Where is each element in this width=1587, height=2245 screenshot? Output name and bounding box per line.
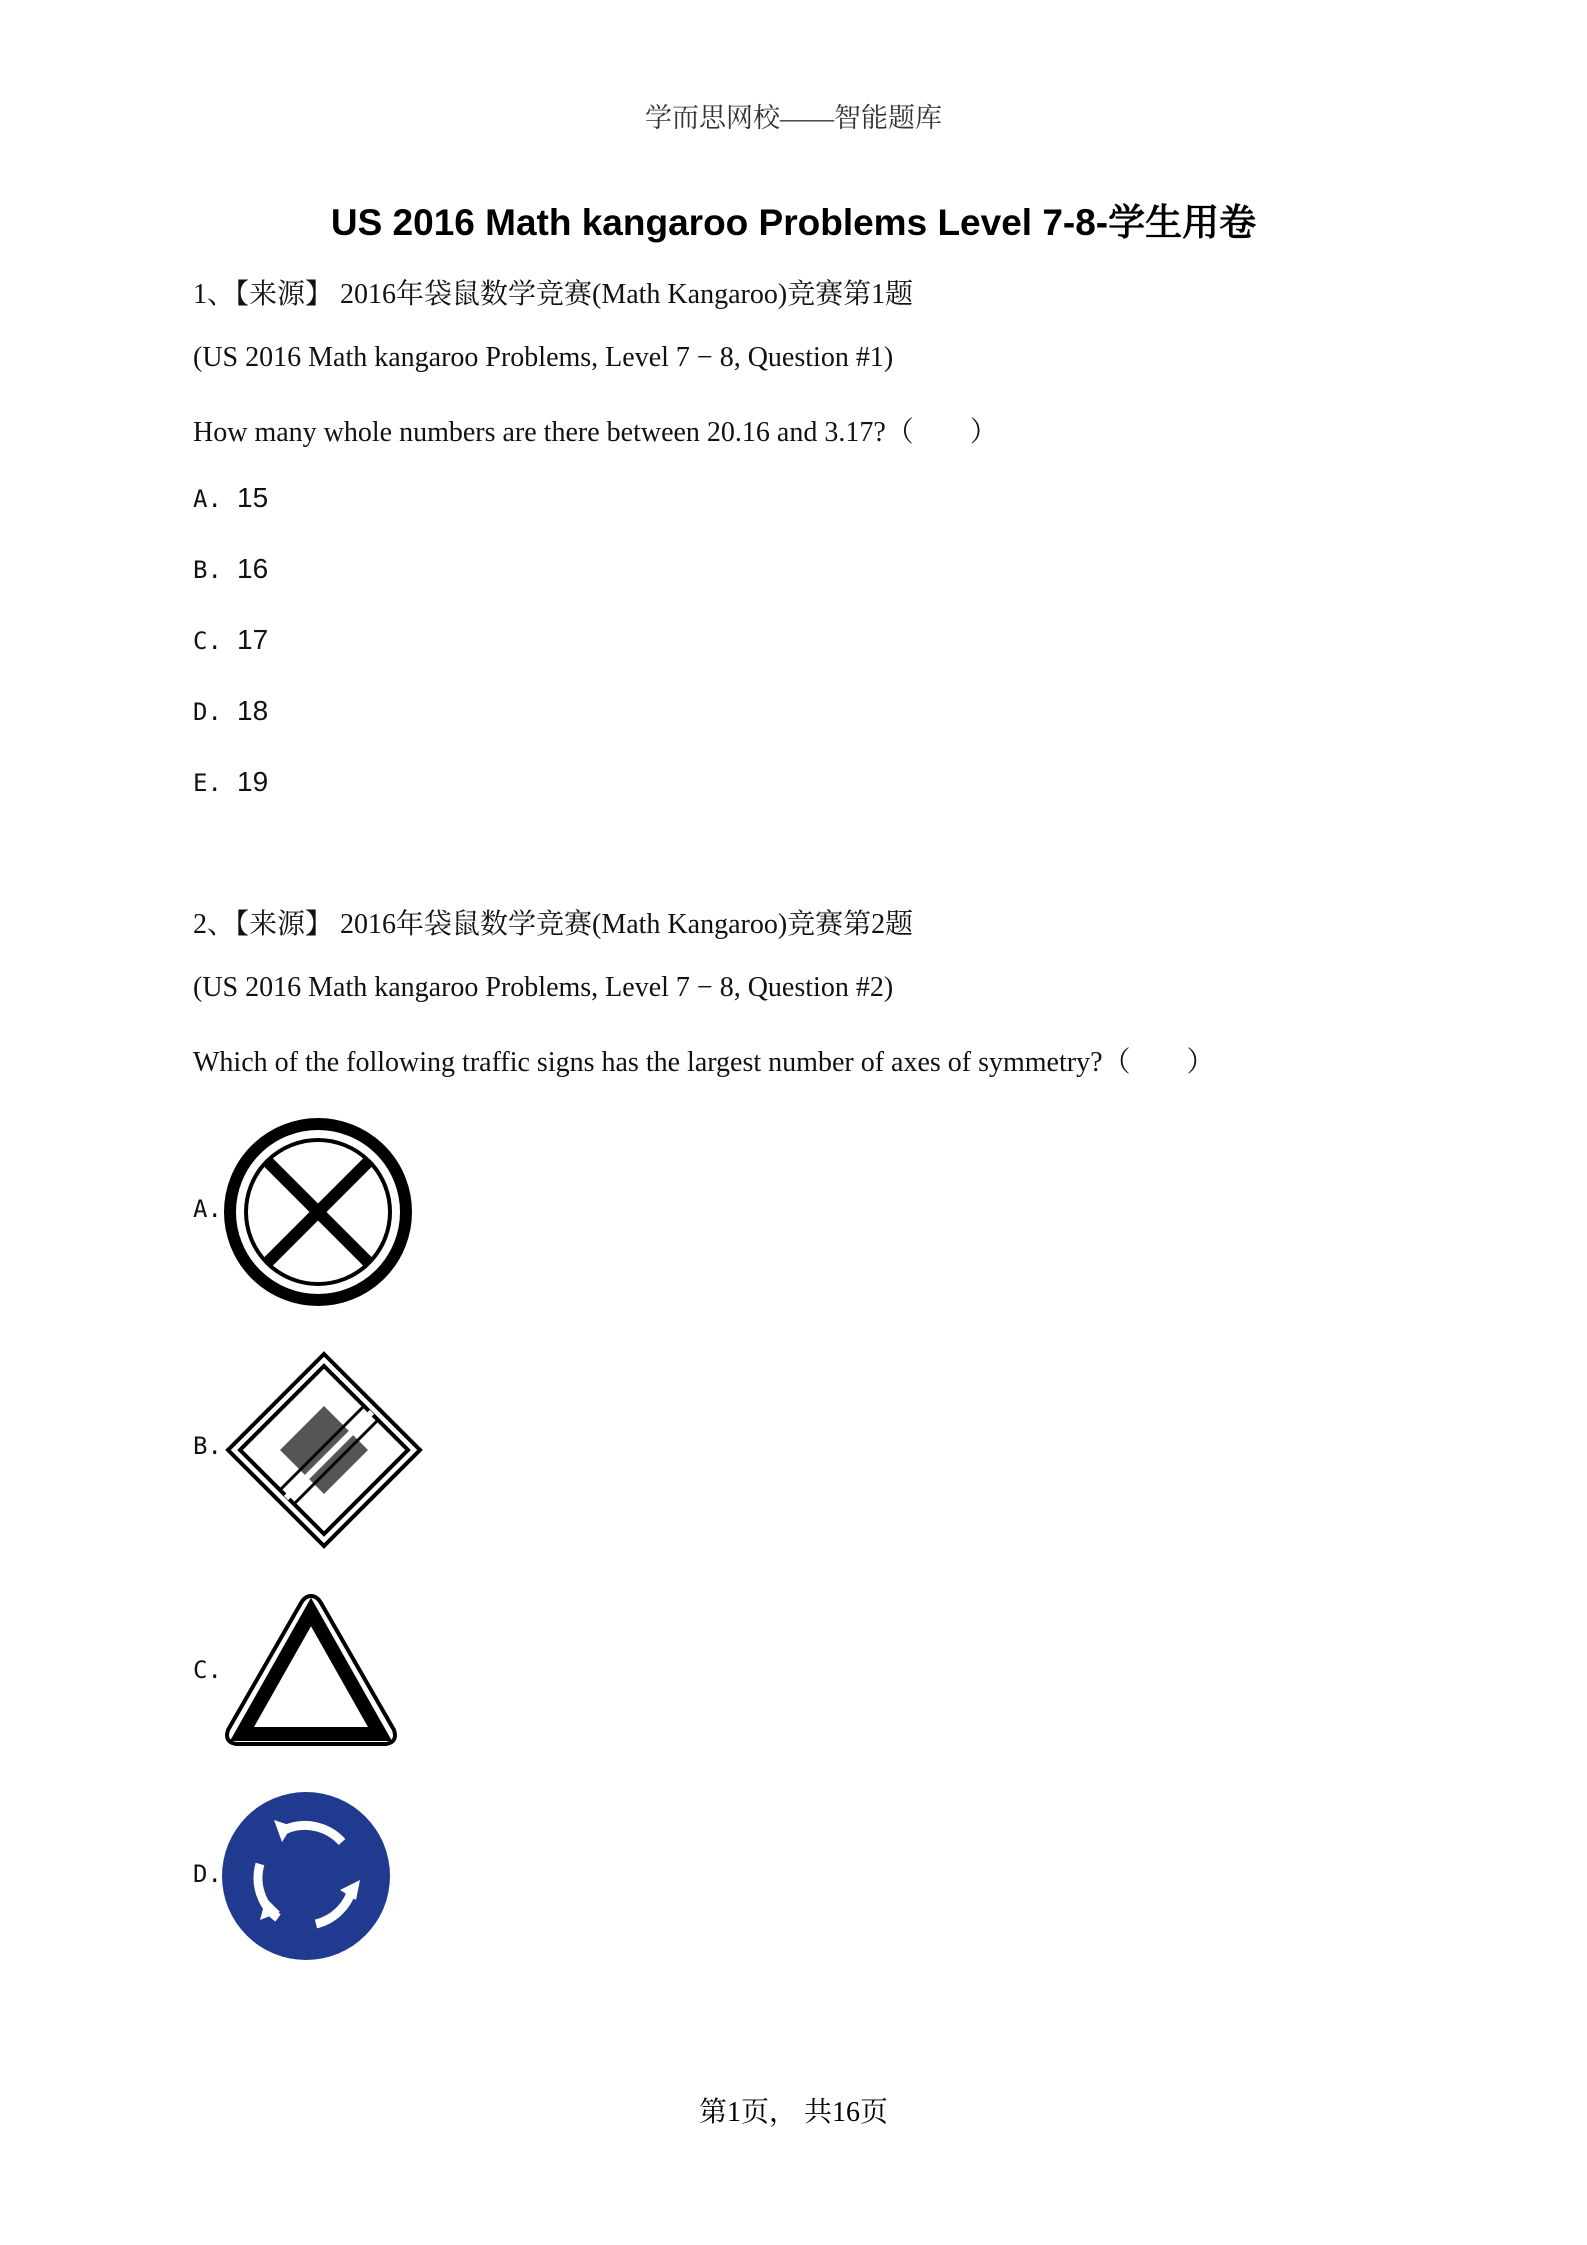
q1-option-e: [193, 766, 268, 799]
option-value: 19: [237, 766, 269, 797]
page-footer: 第1页， 共16页: [698, 2097, 888, 2128]
q1-option-c: [193, 624, 268, 657]
roundabout-sign-icon: [220, 1790, 392, 1962]
q2-option-c-letter: C.: [193, 1656, 222, 1684]
page-header: 学而思网校——智能题库: [645, 103, 942, 133]
q1-option-d: [193, 695, 268, 728]
option-value: 18: [237, 695, 269, 726]
document-title: US 2016 Math kangaroo Problems Level 7-8-学生用卷: [330, 202, 1257, 243]
end-of-priority-road-sign-icon: [224, 1350, 424, 1550]
q1-option-b: [193, 553, 268, 586]
option-letter: A.: [193, 485, 222, 513]
warning-triangle-sign-icon: [222, 1590, 400, 1750]
option-value: 16: [237, 553, 269, 584]
no-stopping-sign-icon: [222, 1116, 414, 1308]
q2-option-b-letter: B.: [193, 1432, 222, 1460]
q1-stem: How many whole numbers are there between 20.16 and 3.17?（ ）: [193, 417, 998, 448]
option-letter: C.: [193, 627, 222, 655]
q2-source: 2、【来源】 2016年袋鼠数学竞赛(Math Kangaroo)竞赛第2题: [193, 909, 914, 940]
q1-option-a: [193, 482, 268, 515]
q1-source: 1、【来源】 2016年袋鼠数学竞赛(Math Kangaroo)竞赛第1题: [193, 279, 914, 310]
option-letter: D.: [193, 698, 222, 726]
q2-option-d-letter: D.: [193, 1860, 222, 1888]
q2-stem: Which of the following traffic signs has the largest number of axes of symmetry?（ ）: [193, 1047, 1215, 1078]
option-letter: B.: [193, 556, 222, 584]
option-letter: E.: [193, 769, 222, 797]
option-value: 17: [237, 624, 269, 655]
q2-option-a-letter: A.: [193, 1195, 222, 1223]
q1-reference: (US 2016 Math kangaroo Problems, Level 7 − 8, Question #1): [193, 342, 894, 373]
option-value: 15: [237, 482, 269, 513]
q2-reference: (US 2016 Math kangaroo Problems, Level 7 − 8, Question #2): [193, 972, 894, 1003]
